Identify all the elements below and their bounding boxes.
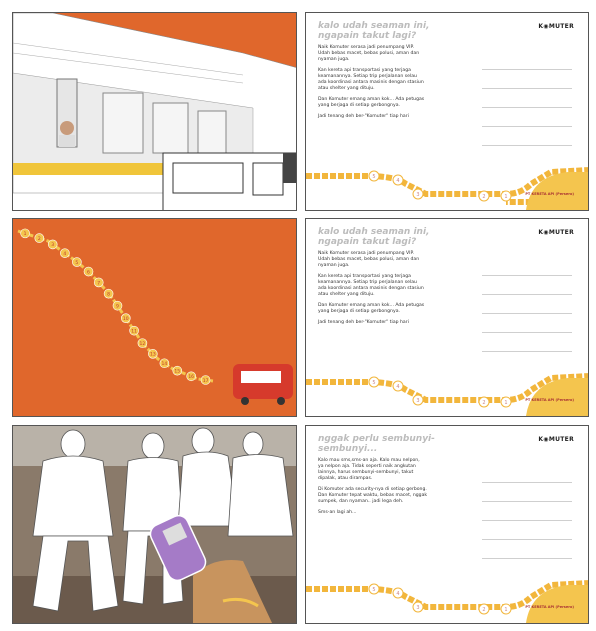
station-4: 4 [396, 591, 400, 597]
route-station-label: 3 [51, 243, 55, 249]
card-heading: nggak perlu sembunyi- sembunyi... [318, 434, 435, 454]
station-5: 5 [372, 587, 376, 593]
postcard-3 [305, 425, 589, 624]
route-map [13, 219, 297, 417]
station-1: 1 [504, 400, 508, 406]
route-station-label: 14 [161, 362, 168, 368]
card-paragraph: Kan kereta api transportasi yang terjaga keamanannya. Setiap trip perjalanan selau ada koordinasi antara masinis dengan stasiun atau shelter yang dituju. [318, 68, 424, 91]
card-body [318, 251, 468, 331]
route-station-label: 12 [139, 341, 146, 347]
komuter-logo: K◉MUTER [538, 229, 574, 236]
route-station-label: 8 [107, 292, 111, 298]
brand-label: PT KERETA API (Persero) [525, 605, 574, 609]
card-paragraph: Kan kereta api transportasi yang terjaga keamanannya. Setiap trip perjalanan selau ada koordinasi antara masinis dengan stasiun atau shelter yang dituju. [318, 274, 424, 297]
route-station-label: 13 [149, 352, 156, 358]
card-paragraph: Di Komuter ada security-nya di setiap gerbong. Dan Komuter tepat waktu, bebas macet, nggak sumpek, dan nyaman.. jadi lega deh. [318, 487, 428, 504]
route-track [306, 567, 589, 623]
brand-label: PT KERETA API (Persero) [525, 192, 574, 196]
station-4: 4 [396, 178, 400, 184]
station-5: 5 [372, 380, 376, 386]
station-5: 5 [372, 174, 376, 180]
brand-label: PT KERETA API (Persero) [525, 398, 574, 402]
route-station-label: 16 [188, 375, 195, 381]
card-paragraph: Sms-an lagi ah... [318, 510, 357, 515]
route-station-label: 5 [75, 260, 79, 266]
card-paragraph: Kalo mau sms,sms-an aja. Kalo mau nelpon, ya nelpon aja. Tidak seperti naik angkutan lainnya, harus sembunyi-sembunyi, takut dipalak, atau dirampas. [318, 458, 420, 481]
station-1: 1 [504, 607, 508, 613]
route-map-panel [12, 218, 297, 417]
address-lines [482, 464, 572, 559]
station-3: 3 [416, 605, 420, 611]
route-station-label: 11 [131, 329, 137, 335]
address-lines [482, 51, 572, 146]
station-2: 2 [482, 607, 486, 613]
route-station-label: 17 [202, 378, 209, 384]
route-station-label: 4 [63, 251, 67, 257]
komuter-logo: K◉MUTER [538, 23, 574, 30]
station-3: 3 [416, 398, 420, 404]
postcard-2 [305, 218, 589, 417]
station-1: 1 [504, 194, 508, 200]
card-body [318, 45, 468, 125]
train-illustration-panel [12, 12, 297, 211]
route-station-label: 15 [174, 369, 181, 375]
route-station-label: 6 [87, 270, 90, 276]
card-paragraph: Jadi tenang deh ber-"Komuter" tiap hari [318, 114, 409, 119]
route-station-label: 7 [97, 281, 101, 287]
card-paragraph: Dan Komuter emang aman kok... Ada petugas yang berjaga di setiap gerbongnya. [318, 303, 425, 314]
station-4: 4 [396, 384, 400, 390]
card-heading: kalo udah seaman ini, ngapain takut lagi? [318, 21, 430, 41]
route-station-label: 9 [116, 304, 119, 310]
komuter-logo: K◉MUTER [538, 436, 574, 443]
passengers-illustration [13, 426, 297, 624]
route-track [306, 154, 589, 210]
station-2: 2 [482, 400, 486, 406]
address-lines [482, 257, 572, 352]
card-paragraph: Dan Komuter emang aman kok... Ada petugas yang berjaga di setiap gerbongnya. [318, 97, 425, 108]
route-station-label: 2 [37, 236, 41, 242]
card-paragraph: Naik Komuter serasa jadi penumpang VIP. Udah bebas macet, bebas polusi, aman dan nyaman juga. [318, 251, 420, 268]
route-station-label: 1 [23, 232, 27, 238]
route-track [306, 360, 589, 416]
route-station-label: 10 [122, 316, 129, 322]
passengers-illustration-panel [12, 425, 297, 624]
card-heading: kalo udah seaman ini, ngapain takut lagi? [318, 227, 430, 247]
postcard-1 [305, 12, 589, 211]
card-paragraph: Naik Komuter serasa jadi penumpang VIP. Udah bebas macet, bebas polusi, aman dan nyaman juga. [318, 45, 420, 62]
station-2: 2 [482, 194, 486, 200]
station-3: 3 [416, 192, 420, 198]
card-paragraph: Jadi tenang deh ber-"Komuter" tiap hari [318, 320, 409, 325]
train-illustration [13, 13, 297, 211]
card-body [318, 458, 468, 521]
